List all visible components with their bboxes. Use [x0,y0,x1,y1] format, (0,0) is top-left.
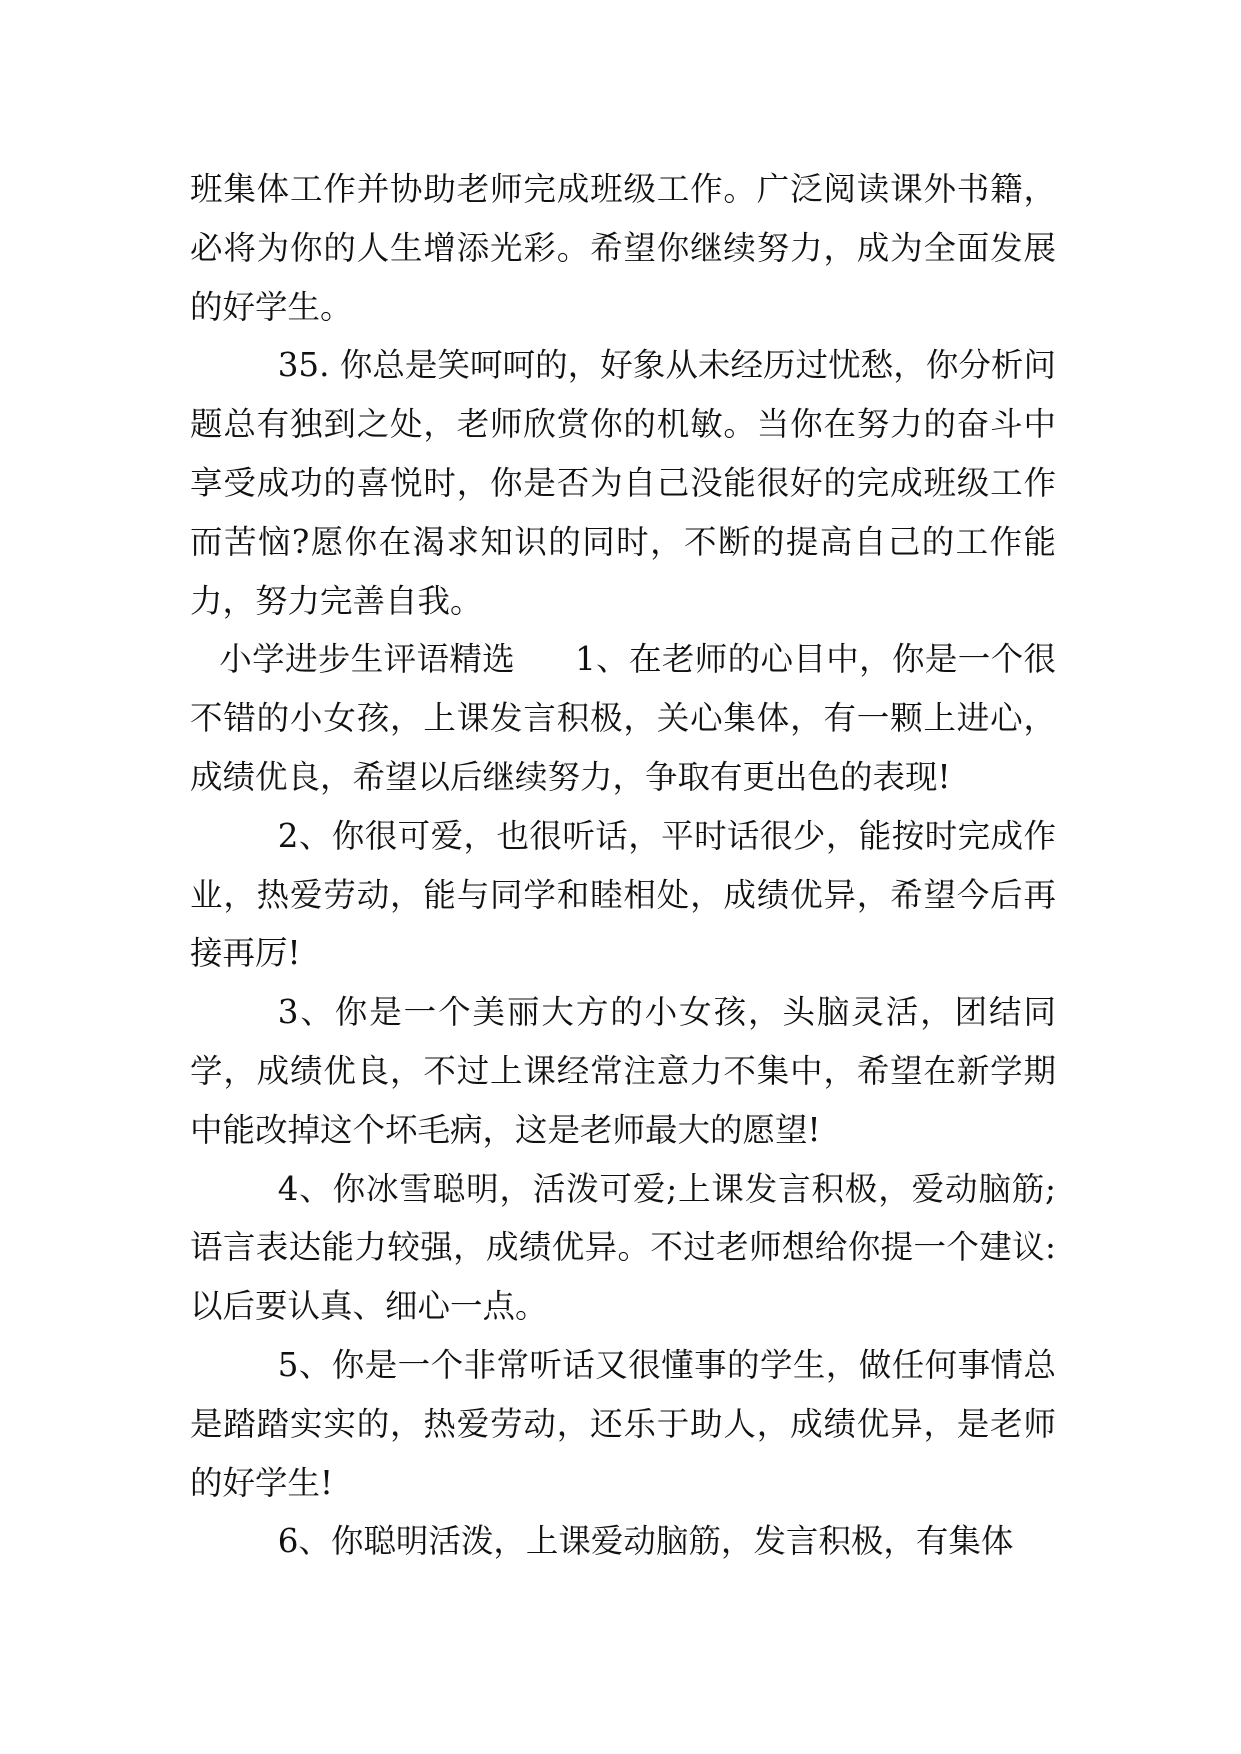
document-page [190,160,1056,1571]
paragraph-section-start [190,630,1056,806]
paragraph-item-3: 3、你是一个美丽大方的小女孩，头脑灵活，团结同学，成绩优良，不过上课经常注意力不集中，希望在新学期中能改掉这个坏毛病，这是老师最大的愿望! [190,993,1056,1149]
paragraph-item-1: 1、在老师的心目中，你是一个很不错的小女孩，上课发言积极，关心集体，有一颗上进心，成绩优良，希望以后继续努力，争取有更出色的表现! [190,640,1056,796]
paragraph-continuation: 班集体工作并协助老师完成班级工作。广泛阅读课外书籍，必将为你的人生增添光彩。希望你继续努力，成为全面发展的好学生。 [190,170,1056,326]
section-title: 小学进步生评语精选 [219,640,516,679]
paragraph-item-35: 35. 你总是笑呵呵的，好象从未经历过忧愁，你分析问题总有独到之处，老师欣赏你的机敏。当你在努力的奋斗中享受成功的喜悦时，你是否为自己没能很好的完成班级工作而苦恼?愿你在渴求知识的同时，不断的提高自己的工作能力，努力完善自我。 [190,346,1056,620]
paragraph-item-6: 6、你聪明活泼，上课爱动脑筋，发言积极，有集体 [277,1522,1014,1561]
paragraph-item-4: 4、你冰雪聪明，活泼可爱;上课发言积极，爱动脑筋;语言表达能力较强，成绩优异。不过老师想给你提一个建议:以后要认真、细心一点。 [190,1169,1056,1326]
paragraph-item-2: 2、你很可爱，也很听话，平时话很少，能按时完成作业，热爱劳动，能与同学和睦相处，成绩优异，希望今后再接再厉! [190,816,1056,973]
paragraph-item-5: 5、你是一个非常听话又很懂事的学生，做任何事情总是踏踏实实的，热爱劳动，还乐于助人，成绩优异，是老师的好学生! [190,1345,1056,1502]
